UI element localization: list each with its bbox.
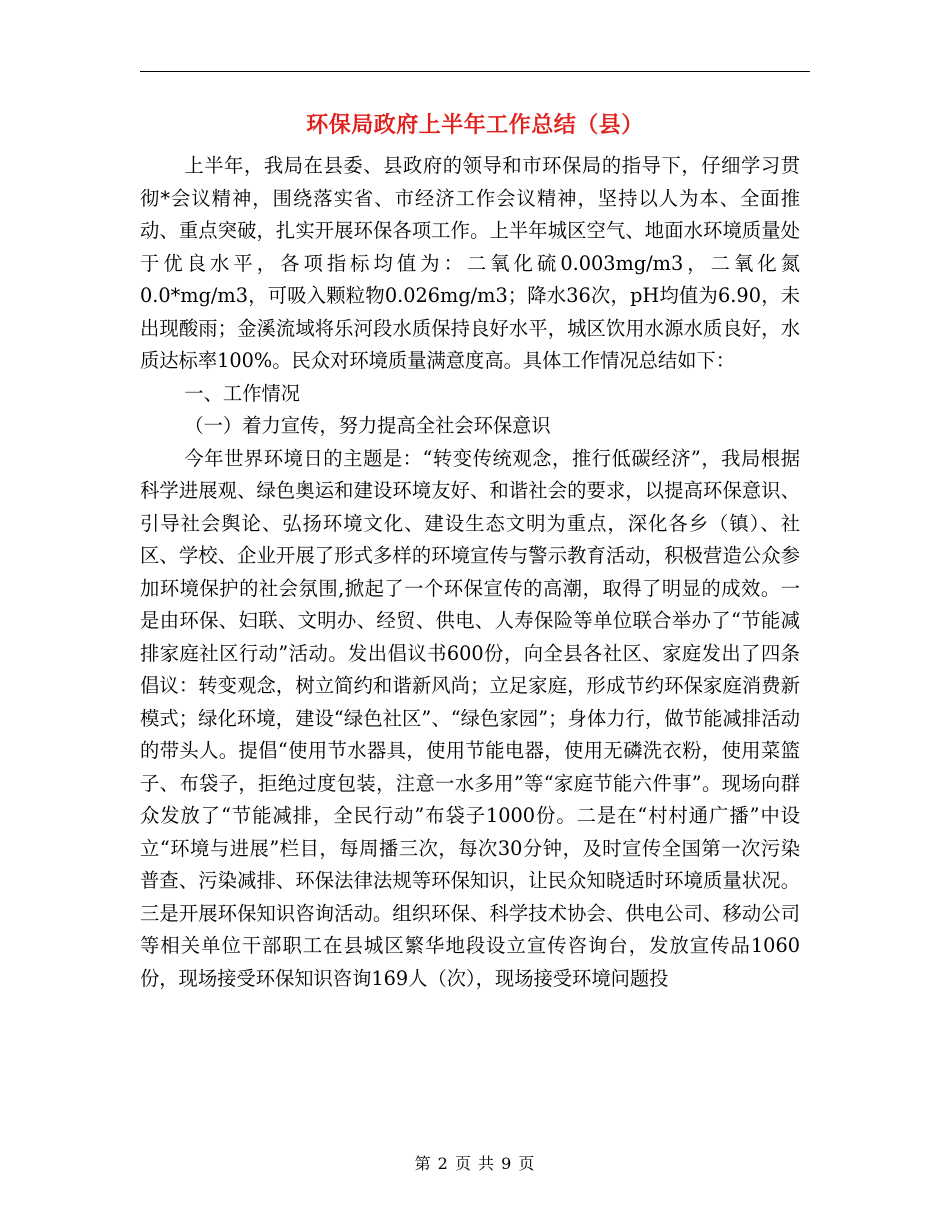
- paragraph-intro: 上半年，我局在县委、县政府的领导和市环保局的指导下，仔细学习贯彻*会议精神，围绕落实省、市经济工作会议精神，坚持以人为本、全面推动、重点突破，扎实开展环保各项工作。上半年城区空气、地面水环境质量处于优良水平，各项指标均值为：二氧化硫0.003mg/m3，二氧化氮0.0*mg/m3，可吸入颗粒物0.026mg/m3；降水36次，pH均值为6.90，未出现酸雨；金溪流域将乐河段水质保持良好水平，城区饮用水源水质良好，水质达标率100%。民众对环境质量满意度高。具体工作情况总结如下：: [140, 154, 800, 372]
- section-heading: 一、工作情况: [184, 381, 301, 405]
- document-title: 环保局政府上半年工作总结（县）: [306, 112, 644, 138]
- paragraph-publicity: 今年世界环境日的主题是：“转变传统观念，推行低碳经济”，我局根据科学进展观、绿色奥运和建设环境友好、和谐社会的要求，以提高环保意识、引导社会舆论、弘扬环境文化、建设生态文明为重点，深化各乡（镇）、社区、学校、企业开展了形式多样的环境宣传与警示教育活动，积极营造公众参加环境保护的社会氛围,掀起了一个环保宣传的高潮，取得了明显的成效。一是由环保、妇联、文明办、经贸、供电、人寿保险等单位联合举办了“节能减排家庭社区行动”活动。发出倡议书600份，向全县各社区、家庭发出了四条倡议：转变观念，树立简约和谐新风尚；立足家庭，形成节约环保家庭消费新模式；绿化环境，建设“绿色社区”、“绿色家园”；身体力行，做节能减排活动的带头人。提倡“使用节水器具，使用节能电器，使用无磷洗衣粉，使用菜篮子、布袋子，拒绝过度包装，注意一水多用”等“家庭节能六件事”。现场向群众发放了“节能减排，全民行动”布袋子1000份。二是在“村村通广播”中设立“环境与进展”栏目，每周播三次，每次30分钟，及时宣传全国第一次污染普查、污染减排、环保法律法规等环保知识，让民众知晓适时环境质量状况。三是开展环保知识咨询活动。组织环保、科学技术协会、供电公司、移动公司等相关单位干部职工在县城区繁华地段设立宣传咨询台，发放宣传品1060份，现场接受环保知识咨询169人（次），现场接受环境问题投: [140, 446, 800, 990]
- document-body: [140, 150, 800, 995]
- page-number-footer: 第 2 页 共 9 页: [414, 1154, 536, 1173]
- subsection-heading: （一）着力宣传，努力提高全社会环保意识: [184, 414, 551, 437]
- header-rule: [140, 71, 810, 72]
